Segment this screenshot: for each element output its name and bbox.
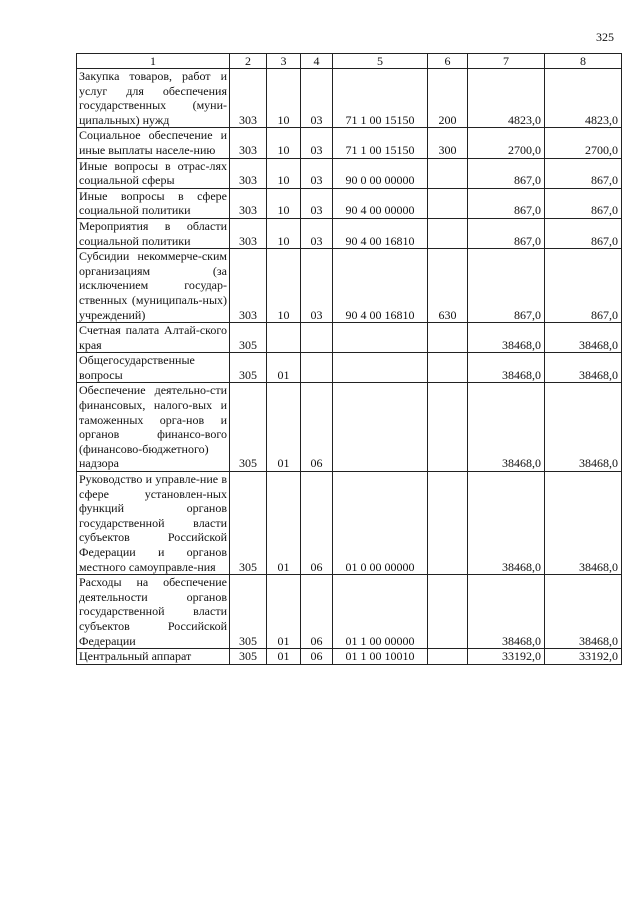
row-col-2: 305 bbox=[230, 575, 267, 649]
table-row bbox=[77, 353, 622, 383]
row-col-8: 4823,0 bbox=[545, 69, 622, 128]
row-col-8: 867,0 bbox=[545, 188, 622, 218]
row-col-7: 867,0 bbox=[468, 158, 545, 188]
row-name: Общегосударственные вопросы bbox=[77, 353, 230, 383]
row-col-7: 38468,0 bbox=[468, 472, 545, 575]
row-col-2: 305 bbox=[230, 649, 267, 665]
row-col-7: 2700,0 bbox=[468, 128, 545, 158]
header-col-1: 1 bbox=[77, 54, 230, 69]
row-col-8: 867,0 bbox=[545, 218, 622, 248]
row-col-6 bbox=[428, 218, 468, 248]
row-col-5: 90 4 00 00000 bbox=[333, 188, 428, 218]
header-col-7: 7 bbox=[468, 54, 545, 69]
row-col-8: 38468,0 bbox=[545, 323, 622, 353]
row-col-5: 01 0 00 00000 bbox=[333, 472, 428, 575]
row-col-4: 03 bbox=[301, 69, 333, 128]
header-col-4: 4 bbox=[301, 54, 333, 69]
table-row bbox=[77, 69, 622, 128]
row-col-4: 03 bbox=[301, 158, 333, 188]
row-col-4: 03 bbox=[301, 218, 333, 248]
row-col-8: 867,0 bbox=[545, 158, 622, 188]
row-col-3: 10 bbox=[267, 128, 301, 158]
table-row bbox=[77, 472, 622, 575]
row-col-7: 867,0 bbox=[468, 188, 545, 218]
row-col-5 bbox=[333, 323, 428, 353]
row-col-5: 71 1 00 15150 bbox=[333, 69, 428, 128]
row-col-3: 10 bbox=[267, 69, 301, 128]
row-col-3: 01 bbox=[267, 575, 301, 649]
row-col-4: 06 bbox=[301, 383, 333, 472]
row-name: Субсидии некоммерче-ским организациям (за исключением государ-ственных (муниципаль-ных) учреждений) bbox=[77, 249, 230, 323]
row-col-3: 10 bbox=[267, 158, 301, 188]
table-row bbox=[77, 323, 622, 353]
row-col-6 bbox=[428, 575, 468, 649]
row-col-8: 38468,0 bbox=[545, 575, 622, 649]
row-col-6 bbox=[428, 158, 468, 188]
row-col-8: 38468,0 bbox=[545, 472, 622, 575]
row-col-2: 305 bbox=[230, 383, 267, 472]
row-col-7: 38468,0 bbox=[468, 323, 545, 353]
row-col-7: 4823,0 bbox=[468, 69, 545, 128]
row-col-8: 2700,0 bbox=[545, 128, 622, 158]
row-col-3: 01 bbox=[267, 472, 301, 575]
row-col-4 bbox=[301, 353, 333, 383]
row-col-8: 38468,0 bbox=[545, 353, 622, 383]
header-col-2: 2 bbox=[230, 54, 267, 69]
header-col-5: 5 bbox=[333, 54, 428, 69]
table-row bbox=[77, 188, 622, 218]
row-col-2: 303 bbox=[230, 158, 267, 188]
row-col-6 bbox=[428, 353, 468, 383]
row-col-8: 38468,0 bbox=[545, 383, 622, 472]
row-col-6 bbox=[428, 383, 468, 472]
row-col-6 bbox=[428, 472, 468, 575]
row-name: Счетная палата Алтай-ского края bbox=[77, 323, 230, 353]
table-row bbox=[77, 649, 622, 665]
row-col-2: 305 bbox=[230, 472, 267, 575]
row-col-5: 90 4 00 16810 bbox=[333, 218, 428, 248]
row-col-2: 303 bbox=[230, 218, 267, 248]
row-col-6 bbox=[428, 323, 468, 353]
row-col-4: 03 bbox=[301, 128, 333, 158]
row-col-7: 867,0 bbox=[468, 249, 545, 323]
page-number: 325 bbox=[596, 30, 614, 44]
table-row bbox=[77, 575, 622, 649]
row-name: Социальное обеспечение и иные выплаты населе-нию bbox=[77, 128, 230, 158]
row-col-6 bbox=[428, 188, 468, 218]
header-col-8: 8 bbox=[545, 54, 622, 69]
header-col-3: 3 bbox=[267, 54, 301, 69]
header-col-6: 6 bbox=[428, 54, 468, 69]
row-col-3: 01 bbox=[267, 649, 301, 665]
row-col-2: 305 bbox=[230, 323, 267, 353]
row-col-7: 38468,0 bbox=[468, 575, 545, 649]
row-name: Закупка товаров, работ и услуг для обеспечения государственных (муни-ципальных) нужд bbox=[77, 69, 230, 128]
row-col-3 bbox=[267, 323, 301, 353]
row-col-2: 303 bbox=[230, 188, 267, 218]
row-col-6: 630 bbox=[428, 249, 468, 323]
row-col-5 bbox=[333, 353, 428, 383]
row-col-3: 10 bbox=[267, 218, 301, 248]
row-col-5: 01 1 00 10010 bbox=[333, 649, 428, 665]
row-col-6: 300 bbox=[428, 128, 468, 158]
row-col-2: 305 bbox=[230, 353, 267, 383]
table-row bbox=[77, 383, 622, 472]
row-col-7: 38468,0 bbox=[468, 383, 545, 472]
row-col-3: 10 bbox=[267, 188, 301, 218]
row-col-4: 03 bbox=[301, 188, 333, 218]
row-col-8: 33192,0 bbox=[545, 649, 622, 665]
row-col-7: 33192,0 bbox=[468, 649, 545, 665]
table-row bbox=[77, 218, 622, 248]
budget-table bbox=[76, 53, 622, 665]
row-col-4 bbox=[301, 323, 333, 353]
row-col-8: 867,0 bbox=[545, 249, 622, 323]
table-row bbox=[77, 249, 622, 323]
row-col-2: 303 bbox=[230, 249, 267, 323]
row-col-3: 01 bbox=[267, 353, 301, 383]
header-row bbox=[77, 54, 622, 69]
row-col-3: 10 bbox=[267, 249, 301, 323]
row-col-5: 71 1 00 15150 bbox=[333, 128, 428, 158]
row-col-7: 867,0 bbox=[468, 218, 545, 248]
row-name: Обеспечение деятельно-сти финансовых, налого-вых и таможенных орга-нов и органов финансо-вого (финансово-бюджетного) надзора bbox=[77, 383, 230, 472]
row-col-6 bbox=[428, 649, 468, 665]
row-name: Мероприятия в области социальной политики bbox=[77, 218, 230, 248]
row-col-4: 06 bbox=[301, 472, 333, 575]
row-col-4: 06 bbox=[301, 575, 333, 649]
row-name: Руководство и управле-ние в сфере установлен-ных функций органов государственной власти субъектов Российской Федерации и органов местного самоуправле-ния bbox=[77, 472, 230, 575]
row-col-3: 01 bbox=[267, 383, 301, 472]
row-name: Расходы на обеспечение деятельности органов государственной власти субъектов Российской Федерации bbox=[77, 575, 230, 649]
row-col-5: 01 1 00 00000 bbox=[333, 575, 428, 649]
table-row bbox=[77, 128, 622, 158]
row-col-5 bbox=[333, 383, 428, 472]
row-col-4: 03 bbox=[301, 249, 333, 323]
row-col-2: 303 bbox=[230, 128, 267, 158]
row-col-2: 303 bbox=[230, 69, 267, 128]
row-name: Иные вопросы в отрас-лях социальной сферы bbox=[77, 158, 230, 188]
row-col-5: 90 0 00 00000 bbox=[333, 158, 428, 188]
table-row bbox=[77, 158, 622, 188]
row-col-4: 06 bbox=[301, 649, 333, 665]
row-col-7: 38468,0 bbox=[468, 353, 545, 383]
row-col-6: 200 bbox=[428, 69, 468, 128]
row-col-5: 90 4 00 16810 bbox=[333, 249, 428, 323]
row-name: Иные вопросы в сфере социальной политики bbox=[77, 188, 230, 218]
row-name: Центральный аппарат bbox=[77, 649, 230, 665]
